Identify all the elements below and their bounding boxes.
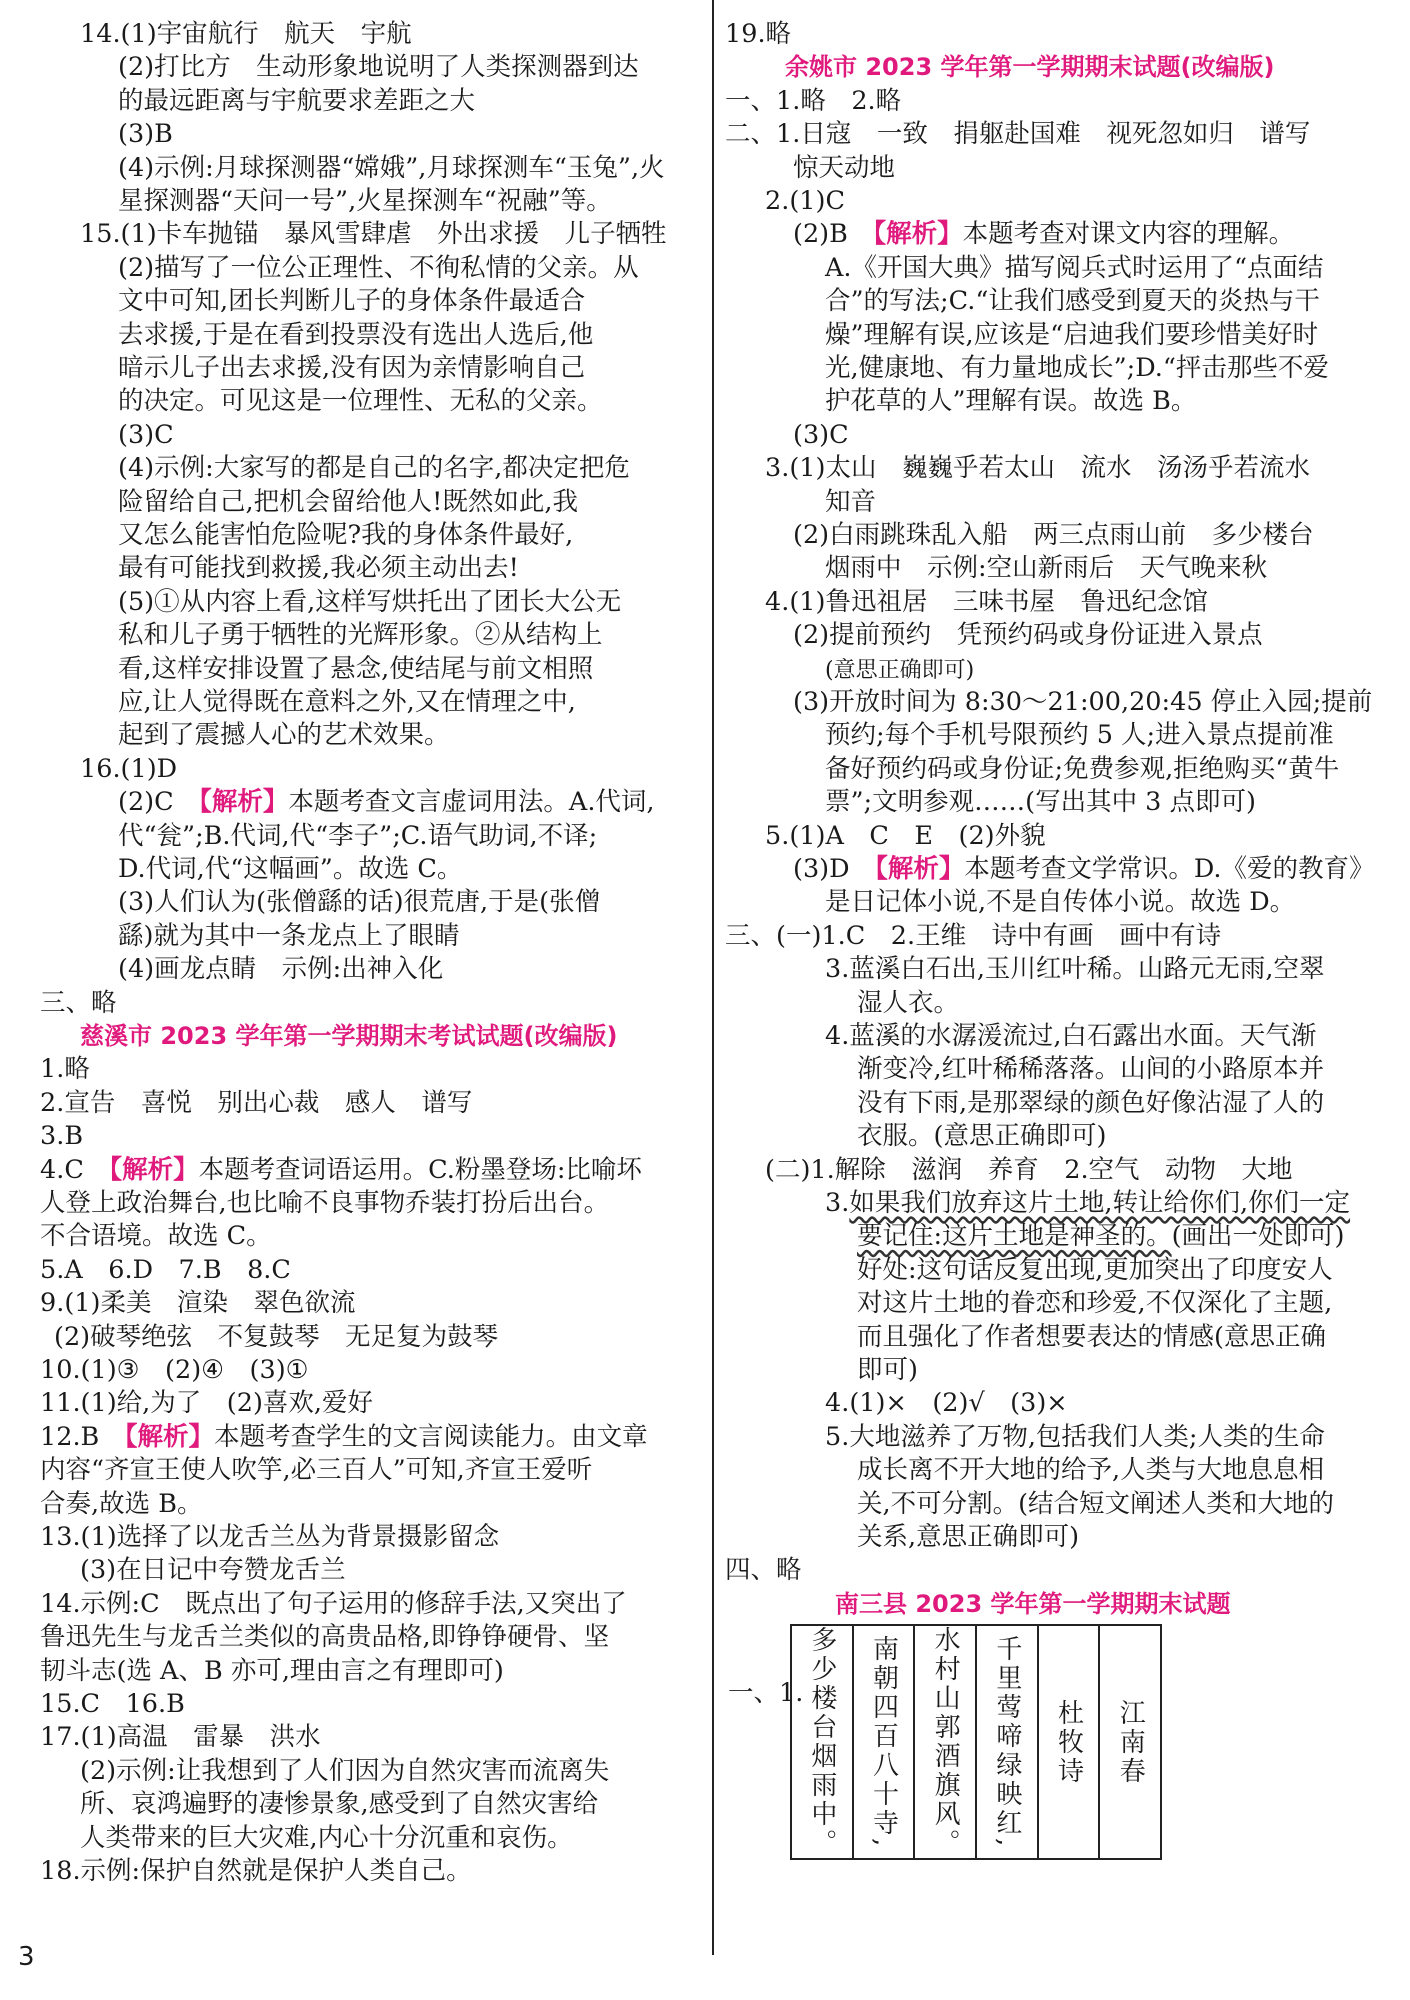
- answer-line: [80, 1554, 346, 1586]
- poem-column: [854, 1626, 916, 1858]
- answer-text: 12.B: [40, 1421, 125, 1452]
- answer-line: [793, 419, 849, 451]
- analysis-tag: 【解析】: [199, 787, 289, 818]
- answer-text: 3.蓝溪白石出,玉川红叶稀。山路元无雨,空翠: [825, 954, 1325, 985]
- poem-column: [977, 1626, 1039, 1858]
- answer-line: [825, 719, 1334, 751]
- answer-line: [765, 452, 1310, 484]
- answer-text-rest: 本题考查对课文内容的理解。: [962, 219, 1295, 250]
- answer-text: 护花草的人”理解有误。故选 B。: [825, 386, 1197, 417]
- answer-line: [118, 886, 600, 918]
- answer-text: 10.(1)③ (2)④ (3)①: [40, 1355, 309, 1385]
- poem-column: [1039, 1626, 1101, 1858]
- answer-text: 备好预约码或身份证;免费参观,拒绝购买“黄牛: [825, 753, 1340, 784]
- answer-line: [857, 1354, 918, 1386]
- answer-line: [40, 1120, 83, 1152]
- answer-text: 15.(1)卡车抛锚 暴风雪肆虐 外出求援 儿子牺牲: [80, 219, 667, 250]
- answer-line: [40, 1855, 472, 1887]
- answer-line: [857, 987, 959, 1019]
- answer-line: [118, 51, 639, 83]
- answer-line: [118, 519, 573, 551]
- answer-text: (3)在日记中夸赞龙舌兰: [80, 1555, 346, 1586]
- answer-text-rest: 本题考查词语运用。C.粉墨登场:比喻坏: [198, 1154, 642, 1185]
- answer-text: 即可): [857, 1355, 918, 1385]
- answer-line: [857, 1220, 1345, 1252]
- answer-text: 的决定。可见这是一位理性、无私的父亲。: [118, 386, 603, 417]
- answer-line: [825, 319, 1318, 351]
- answer-text: 不合语境。故选 C。: [40, 1221, 272, 1252]
- answer-line: [857, 1087, 1324, 1119]
- answer-text: (2)破琴绝弦 不复鼓琴 无足复为鼓琴: [54, 1321, 499, 1352]
- answer-text: 14.示例:C 既点出了句子运用的修辞手法,又突出了: [40, 1588, 627, 1619]
- answer-text: 没有下雨,是那翠绿的颜色好像沾湿了人的: [857, 1087, 1325, 1118]
- answer-text: 去求援,于是在看到投票没有选出人选后,他: [118, 319, 594, 350]
- answer-text: (3)开放时间为 8:30～21:00,20:45 停止入园;提前: [793, 687, 1373, 717]
- answer-text: 光,健康地、有力量地成长”;D.“抨击那些不爱: [825, 353, 1329, 383]
- answer-line: [857, 1254, 1333, 1286]
- answer-text: 11.(1)给,为了 (2)喜欢,爱好: [40, 1388, 374, 1419]
- answer-text-rest: 本题考查文言虚词用法。A.代词,: [288, 787, 655, 818]
- answer-text: 内容“齐宣王使人吹竽,必三百人”可知,齐宣王爱听: [40, 1455, 593, 1486]
- poem-table: [790, 1624, 1162, 1860]
- poem-column-text: 多少楼台烟雨中。: [806, 1626, 837, 1858]
- answer-line: [80, 1822, 573, 1854]
- answer-text: 5.A 6.D 7.B 8.C: [40, 1254, 291, 1285]
- answer-text: 9.(1)柔美 渲染 翠色欲流: [40, 1288, 356, 1319]
- answer-text: 烟雨中 示例:空山新雨后 天气晚来秋: [825, 553, 1268, 584]
- answer-line: [118, 552, 519, 584]
- answer-text: 鲁迅先生与龙舌兰类似的高贵品格,即铮铮硬骨、坚: [40, 1622, 610, 1653]
- answer-line: [118, 853, 462, 885]
- answer-text: 3.B: [40, 1121, 84, 1152]
- answer-text: 的最远距离与宇航要求差距之大: [118, 85, 476, 116]
- answer-line: [857, 1287, 1332, 1319]
- answer-line: [118, 686, 576, 718]
- answer-text: 对这片土地的眷恋和珍爱,不仅深化了主题,: [857, 1288, 1333, 1319]
- answer-line: [54, 1321, 498, 1353]
- answer-line: [725, 920, 1221, 952]
- answer-text: 所、哀鸿遍野的凄惨景象,感受到了自然灾害给: [80, 1789, 599, 1820]
- answer-text: 16.(1)D: [80, 753, 178, 784]
- answer-line: [40, 1421, 648, 1453]
- answer-text: 成长离不开大地的给予,人类与大地息息相: [857, 1455, 1325, 1486]
- answer-text: (4)示例:大家写的都是自己的名字,都决定把危: [118, 453, 630, 484]
- answer-line: [825, 1387, 1068, 1419]
- answer-line: [825, 886, 1295, 918]
- poem-column-text: 杜牧诗: [1053, 1698, 1084, 1786]
- answer-line: [40, 1721, 321, 1753]
- answer-line: [40, 1688, 185, 1720]
- answer-text: 好处:这句话反复出现,更加突出了印度安人: [857, 1254, 1333, 1285]
- answer-text: 2.宣告 喜悦 别出心裁 感人 谱写: [40, 1087, 473, 1118]
- answer-line: [793, 619, 1263, 651]
- answer-text: (3)人们认为(张僧繇的话)很荒唐,于是(张僧: [118, 887, 601, 918]
- answer-text: 繇)就为其中一条龙点上了眼睛: [118, 920, 460, 951]
- answer-text: 15.C 16.B: [40, 1689, 185, 1719]
- answer-line: [40, 1454, 592, 1486]
- answer-text: (2)示例:让我想到了人们因为自然灾害而流离失: [80, 1755, 610, 1786]
- answer-text: 起到了震撼人心的艺术效果。: [118, 720, 450, 751]
- answer-line: [40, 1488, 202, 1520]
- answer-line: [80, 753, 177, 785]
- answer-line: [118, 586, 621, 618]
- answer-text: 三、略: [40, 987, 117, 1018]
- poem-column-text: 江南春: [1115, 1698, 1146, 1786]
- answer-line: [118, 185, 612, 217]
- answer-line: [857, 1521, 1079, 1553]
- analysis-tag: 【解析】: [124, 1421, 215, 1452]
- answer-text: (2)C: [118, 787, 200, 818]
- answer-line: [118, 953, 443, 985]
- answer-line: [825, 385, 1196, 417]
- answer-text: 票”;文明参观……(写出其中 3 点即可): [825, 787, 1256, 818]
- answer-line: [40, 1254, 291, 1286]
- answer-text: 4.蓝溪的水潺湲流过,白石露出水面。天气渐: [825, 1021, 1317, 1051]
- answer-text: 知音: [825, 486, 877, 517]
- answer-line: [118, 486, 578, 518]
- answer-line: [825, 786, 1256, 818]
- answer-line: [857, 1053, 1324, 1085]
- answer-text: 又怎么能害怕危险呢?我的身体条件最好,: [118, 520, 574, 550]
- answer-line: [80, 1755, 609, 1787]
- answer-line: [40, 1287, 355, 1319]
- answer-line: [40, 1187, 609, 1219]
- answer-line: [857, 1120, 1106, 1152]
- answer-line: [118, 653, 593, 685]
- answer-text-rest: 本题考查文学常识。D.《爱的教育》: [964, 854, 1375, 884]
- answer-text: 合奏,故选 B。: [40, 1488, 203, 1519]
- answer-text: 应,让人觉得既在意料之外,又在情理之中,: [118, 687, 576, 717]
- answer-text: (二)1.解除 滋润 养育 2.空气 动物 大地: [765, 1154, 1293, 1185]
- answer-line: [118, 385, 603, 417]
- answer-text: 1.略: [40, 1054, 90, 1085]
- poem-column: [792, 1626, 854, 1858]
- answer-text: 文中可知,团长判断儿子的身体条件最适合: [118, 286, 586, 317]
- answer-text: 14.(1)宇宙航行 航天 宇航: [80, 19, 412, 49]
- answer-text: 关,不可分割。(结合短文阐述人类和大地的: [857, 1488, 1335, 1519]
- answer-text: 5.大地滋养了万物,包括我们人类;人类的生命: [825, 1421, 1326, 1452]
- answer-line: [725, 118, 1310, 150]
- answer-line: [40, 1621, 609, 1653]
- answer-text: 预约;每个手机号限预约 5 人;进入景点提前准: [825, 720, 1334, 751]
- answer-text: 13.(1)选择了以龙舌兰丛为背景摄影留念: [40, 1522, 500, 1552]
- answer-text: 韧斗志(选 A、B 亦可,理由言之有理即可): [40, 1655, 504, 1686]
- answer-line: [825, 1187, 1350, 1219]
- poem-column-text: 水村山郭酒旗风。: [930, 1626, 961, 1858]
- answer-text: 渐变冷,红叶稀稀落落。山间的小路原本并: [857, 1054, 1325, 1085]
- answer-text: 星探测器“天问一号”,火星探测车“祝融”等。: [118, 186, 612, 216]
- answer-text: 看,这样安排设置了悬念,使结尾与前文相照: [118, 653, 594, 684]
- answer-text: (2)白雨跳珠乱入船 两三点雨山前 多少楼台: [793, 520, 1314, 550]
- answer-line: [118, 719, 450, 751]
- answer-line: [40, 1521, 499, 1553]
- answer-line: [118, 452, 630, 484]
- poem-column: [1100, 1626, 1160, 1858]
- section-heading-text: 慈溪市 2023 学年第一学期期末考试试题(改编版): [80, 1022, 618, 1050]
- column-divider: [712, 0, 714, 1955]
- answer-line: [793, 152, 895, 184]
- answer-line: [80, 18, 412, 50]
- wavy-underlined-text: 要记住:这片土地是神圣的。: [857, 1221, 1172, 1252]
- answer-line: [40, 1154, 642, 1186]
- answer-text: 18.示例:保护自然就是保护人类自己。: [40, 1856, 472, 1886]
- section-heading: [785, 51, 1274, 83]
- section-heading-text: 余姚市 2023 学年第一学期期末试题(改编版): [785, 53, 1275, 82]
- answer-text: 衣服。(意思正确即可): [857, 1121, 1107, 1152]
- answer-text: 湿人衣。: [857, 987, 960, 1018]
- answer-line: [118, 619, 603, 651]
- answer-line: [825, 285, 1320, 317]
- page-number: 3: [18, 1942, 35, 1972]
- answer-text: 4.(1)× (2)√ (3)×: [825, 1388, 1068, 1419]
- answer-text: 惊天动地: [793, 152, 896, 183]
- answer-line: [118, 786, 655, 818]
- answer-text: 一、1.略 2.略: [725, 85, 902, 116]
- answer-text: (2)提前预约 凭预约码或身份证进入景点: [793, 620, 1263, 651]
- answer-text: 人登上政治舞台,也比喻不良事物乔装打扮后出台。: [40, 1188, 610, 1218]
- answer-text: 私和儿子勇于牺牲的光辉形象。②从结构上: [118, 620, 603, 651]
- poem-column-text: 千里莺啼绿映红,: [991, 1634, 1022, 1850]
- answer-text: (意思正确即可): [825, 657, 975, 683]
- analysis-tag: 【解析】: [109, 1154, 199, 1185]
- answer-line: [825, 753, 1339, 785]
- poem-column: [915, 1626, 977, 1858]
- answer-text: 四、略: [725, 1555, 802, 1586]
- answer-text: (4)示例:月球探测器“嫦娥”,月球探测车“玉兔”,火: [118, 152, 665, 183]
- answer-text: 合”的写法;C.“让我们感受到夏天的炎热与干: [825, 286, 1320, 317]
- section-heading-text: 南三县 2023 学年第一学期期末试题: [835, 1589, 1231, 1618]
- answer-line: [857, 1321, 1326, 1353]
- answer-line: [825, 352, 1329, 384]
- answer-text: A.《开国大典》描写阅兵式时运用了“点面结: [825, 252, 1324, 283]
- answer-text: 代“瓮”;B.代词,代“李子”;C.语气助词,不译;: [118, 820, 598, 851]
- answer-line: [793, 686, 1372, 718]
- answer-line: [118, 419, 174, 451]
- answer-line: [857, 1454, 1324, 1486]
- answer-line: [118, 85, 475, 117]
- answer-text: 2.(1)C: [765, 186, 845, 216]
- answer-text: (3)C: [118, 419, 174, 450]
- answer-text: D.代词,代“这幅画”。故选 C。: [118, 854, 463, 884]
- answer-text-rest: 本题考查学生的文言阅读能力。由文章: [214, 1421, 648, 1452]
- answer-line: [40, 1354, 309, 1386]
- answer-line: [793, 853, 1375, 885]
- answer-text: 关系,意思正确即可): [857, 1522, 1080, 1552]
- answer-text: 人类带来的巨大灾难,内心十分沉重和哀伤。: [80, 1822, 573, 1853]
- answer-text: (2)描写了一位公正理性、不徇私情的父亲。从: [118, 252, 639, 283]
- answer-line: [40, 1655, 504, 1687]
- answer-line: [118, 820, 597, 852]
- analysis-tag: 【解析】: [873, 219, 963, 250]
- answer-text: (5)①从内容上看,这样写烘托出了团长大公无: [118, 586, 622, 617]
- answer-line: [765, 820, 1046, 852]
- answer-line: [825, 1421, 1325, 1453]
- answer-line: [725, 85, 901, 117]
- answer-line: [825, 1020, 1316, 1052]
- answer-text: 险留给自己,把机会留给他人!既然如此,我: [118, 486, 578, 517]
- answer-line: [80, 1788, 598, 1820]
- answer-line: [793, 218, 1294, 250]
- answer-text: 19.略: [725, 19, 792, 49]
- answer-text: (3)D: [793, 854, 876, 884]
- answer-line: [725, 18, 791, 50]
- answer-line: [825, 953, 1325, 985]
- answer-line: [40, 1387, 373, 1419]
- answer-line: [825, 653, 974, 685]
- answer-text: 4.C: [40, 1154, 110, 1185]
- answer-line: [118, 319, 593, 351]
- answer-line: [118, 152, 665, 184]
- wavy-underlined-text: 如果我们放弃这片土地,转让给你们,你们一定: [849, 1188, 1351, 1218]
- answer-text-rest: (画出一处即可): [1171, 1221, 1345, 1252]
- answer-text: 三、(一)1.C 2.王维 诗中有画 画中有诗: [725, 920, 1222, 951]
- answer-text: 而且强化了作者想要表达的情感(意思正确: [857, 1321, 1326, 1352]
- answer-text: 暗示儿子出去求援,没有因为亲情影响自己: [118, 353, 586, 383]
- answer-line: [118, 252, 639, 284]
- answer-text: (3)B: [118, 119, 173, 150]
- answer-line: [118, 920, 459, 952]
- answer-line: [40, 1588, 627, 1620]
- answer-text: (2)打比方 生动形象地说明了人类探测器到达: [118, 52, 639, 83]
- answer-line: [825, 552, 1267, 584]
- answer-line: [118, 285, 585, 317]
- answer-text: (3)C: [793, 419, 849, 450]
- answer-line: [40, 1220, 272, 1252]
- answer-line: [40, 1087, 472, 1119]
- answer-text: 3.(1)太山 巍巍乎若太山 流水 汤汤乎若流水: [765, 453, 1310, 484]
- answer-text: (4)画龙点睛 示例:出神入化: [118, 954, 444, 985]
- answer-text: 燥”理解有误,应该是“启迪我们要珍惜美好时: [825, 319, 1319, 350]
- answer-text: 5.(1)A C E (2)外貌: [765, 820, 1046, 851]
- answer-text: 是日记体小说,不是自传体小说。故选 D。: [825, 887, 1296, 918]
- poem-column-text: 南朝四百八十寺,: [868, 1634, 899, 1850]
- answer-line: [825, 252, 1324, 284]
- answer-line: [118, 118, 173, 150]
- answer-text: 4.(1)鲁迅祖居 三味书屋 鲁迅纪念馆: [765, 586, 1208, 617]
- section-heading: [835, 1588, 1231, 1620]
- answer-text: 最有可能找到救援,我必须主动出去!: [118, 553, 519, 584]
- answer-text: 17.(1)高温 雷暴 洪水: [40, 1722, 321, 1753]
- answer-line: [80, 218, 667, 250]
- answer-line: [118, 352, 585, 384]
- answer-line: [40, 1053, 90, 1085]
- answer-line: [793, 519, 1314, 551]
- answer-line: [825, 486, 876, 518]
- answer-line: [765, 185, 845, 217]
- analysis-tag: 【解析】: [875, 854, 965, 884]
- answer-line: [40, 987, 117, 1019]
- section-heading: [80, 1020, 617, 1052]
- answer-text: 二、1.日寇 一致 捐躯赴国难 视死忽如归 谱写: [725, 119, 1311, 150]
- answer-text: (2)B: [793, 219, 874, 250]
- answer-line: [765, 586, 1208, 618]
- question-label: 一、1.: [728, 1678, 804, 1708]
- answer-text: 3.: [825, 1188, 850, 1218]
- answer-line: [725, 1554, 802, 1586]
- answer-line: [765, 1154, 1293, 1186]
- answer-line: [857, 1488, 1334, 1520]
